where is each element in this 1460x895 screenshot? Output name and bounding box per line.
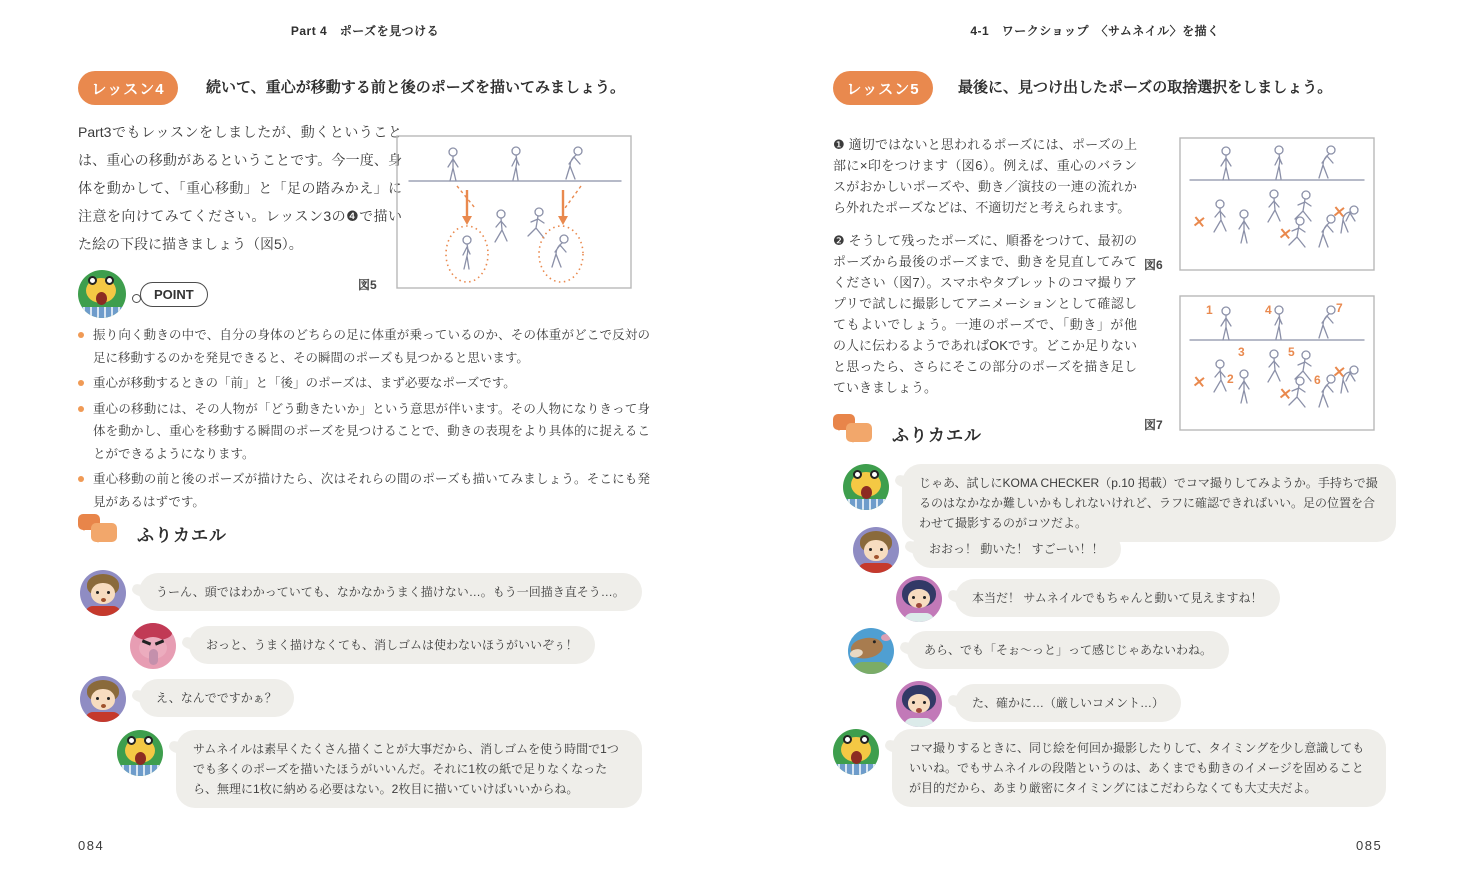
step-1-paragraph: ❶ 適切ではないと思われるポーズには、ポーズの上部に×印をつけます（図6）。例えば、重心のバランスがおかしいポーズや、動き／演技の一連の流れから外れたポーズなどは、不適切だと考えられます。	[833, 137, 1137, 215]
reject-x-mark: ×	[1191, 371, 1208, 393]
student-boy-avatar	[80, 676, 126, 722]
figure-5-sketch	[395, 134, 633, 290]
reject-x-mark: ×	[1277, 383, 1294, 405]
chat-bubble: おっと、うまく描けなくても、消しゴムは使わないほうがいいぞぅ！	[189, 626, 595, 664]
chat-bubble: じゃあ、試しにKOMA CHECKER（p.10 掲載）でコマ撮りしてみようか。手持ちで撮るのはなかなか難しいかもしれないけれど、ラフに確認できればいい。足の位置を合わせて撮影するのがコツだよ。	[902, 464, 1396, 542]
step-2-paragraph: ❷ そうして残ったポーズに、順番をつけて、最初のポーズから最後のポーズまで、動きを見直してみてください（図7）。スマホやタブレットのコマ撮りアプリで試しに撮影してアニメーションとして確認してもよいでしょう。一連のポーズで、「動き」が他の人に伝わるようであればOKです。どこか足りないと思ったら、さらにそこの部分のポーズを描き足していきましょう。	[833, 233, 1137, 395]
chat-bubble: た、確かに…（厳しいコメント…）	[955, 684, 1181, 722]
student-boy-avatar	[80, 570, 126, 616]
sequence-number: 7	[1336, 301, 1343, 315]
chat-message	[80, 676, 294, 722]
bullet-item: 振り向く動きの中で、自分の身体のどちらの足に体重が乗っているのか、その体重がどこで反対の足に移動するのかを発見できると、その瞬間のポーズも見つかると思います。	[78, 324, 650, 369]
sequence-number: 5	[1288, 345, 1295, 359]
lesson-badge: レッスン5	[833, 71, 933, 105]
chat-bubble: え、なんでですかぁ？	[139, 679, 294, 717]
frog-teacher-avatar	[843, 464, 889, 510]
pose-sketch-figure5	[395, 134, 633, 290]
chat-bubble: コマ撮りするときに、同じ絵を何回か撮影したりして、タイミングを少し意識してもいいね。でもサムネイルの段階というのは、あくまでも動きのイメージを固めることが目的だから、あまり厳密にタイミングにはこだわらなくても大丈夫だよ。	[892, 729, 1386, 807]
student-girl-avatar	[896, 576, 942, 622]
chat-message	[853, 527, 1121, 573]
point-label: POINT	[140, 282, 208, 307]
frog-teacher-avatar	[78, 270, 126, 318]
student-boy-avatar	[853, 527, 899, 573]
figure-7-caption: 図7	[1144, 418, 1163, 432]
reject-x-mark: ×	[1331, 361, 1348, 383]
chat-bubble: サムネイルは素早くたくさん描くことが大事だから、消しゴムを使う時間で1つでも多くのポーズを描いたほうがいいんだ。それに1枚の紙で足りなくなったら、無理に1枚に納める必要はない。2枚目に描いていけばいいからね。	[176, 730, 642, 808]
chat-section-title: ふりカエル	[892, 425, 982, 445]
chat-section-header	[78, 514, 227, 552]
lesson-badge: レッスン4	[78, 71, 178, 105]
running-header: Part 4 ポーズを見つける	[290, 24, 440, 38]
chat-message	[80, 570, 642, 616]
body-paragraph: Part3でもレッスンをしましたが、動くということは、重心の移動があるということです。今一度、身体を動かして、「重心移動」と「足の踏みかえ」に注意を向けてみてください。レッスン3の❹で描いた絵の下段に描きましょう（図5）。	[78, 124, 402, 252]
chat-bubble: あら、でも「そぉ～っと」って感じじゃあないわね。	[907, 631, 1229, 669]
student-girl-avatar	[896, 681, 942, 727]
dog-mentor-avatar	[848, 628, 894, 674]
speech-bubbles-icon	[78, 514, 124, 552]
chat-bubble: 本当だ！ サムネイルでもちゃんと動いて見えますね！	[955, 579, 1280, 617]
sequence-number: 3	[1238, 345, 1245, 359]
chat-message	[130, 623, 595, 669]
chat-section-header	[833, 414, 982, 452]
frog-teacher-avatar	[833, 729, 879, 775]
chat-message	[833, 729, 1386, 807]
chat-bubble: おおっ！ 動いた！ すごーい！！	[912, 530, 1121, 568]
frog-teacher-avatar	[117, 730, 163, 776]
point-bullet-list	[78, 324, 650, 516]
chat-bubble: うーん、頭ではわかっていても、なかなかうまく描けない…。もう一回描き直そう…。	[139, 573, 642, 611]
bullet-item: 重心が移動するときの「前」と「後」のポーズは、まず必要なポーズです。	[78, 372, 650, 395]
bullet-item: 重心移動の前と後のポーズが描けたら、次はそれらの間のポーズも描いてみましょう。そこにも発見があるはずです。	[78, 468, 650, 513]
point-callout	[78, 270, 208, 318]
figure-7-sketch	[1178, 294, 1376, 432]
reject-x-mark: ×	[1191, 211, 1208, 233]
sequence-number: 2	[1227, 372, 1234, 386]
sequence-number: 4	[1265, 303, 1272, 317]
page-right	[730, 0, 1460, 895]
chat-section-title: ふりカエル	[137, 525, 227, 545]
page-number: 084	[78, 838, 105, 853]
page-number: 085	[1356, 838, 1383, 853]
reject-x-mark: ×	[1277, 223, 1294, 245]
chat-message	[896, 681, 1181, 727]
chat-message	[848, 628, 1229, 674]
sequence-number: 1	[1206, 303, 1213, 317]
lesson-title: 続いて、重心が移動する前と後のポーズを描いてみましょう。	[206, 79, 625, 96]
figure-5-caption: 図5	[358, 278, 377, 292]
reject-x-mark: ×	[1331, 201, 1348, 223]
figure-6-sketch	[1178, 136, 1376, 272]
speech-bubbles-icon	[833, 414, 879, 452]
figure-6-caption: 図6	[1144, 258, 1163, 272]
sequence-number: 6	[1314, 373, 1321, 387]
lesson-title: 最後に、見つけ出したポーズの取捨選択をしましょう。	[958, 79, 1333, 96]
bullet-item: 重心の移動には、その人物が「どう動きたいか」という意思が伴います。その人物になりきって身体を動かし、重心を移動する瞬間のポーズを見つけることで、動きの表現をより具体的に捉えることができるようになります。	[78, 398, 650, 466]
pink-creature-avatar	[130, 623, 176, 669]
running-header: 4-1 ワークショップ 〈サムネイル〉を描く	[970, 24, 1220, 38]
chat-message	[896, 576, 1280, 622]
chat-message	[117, 730, 642, 808]
